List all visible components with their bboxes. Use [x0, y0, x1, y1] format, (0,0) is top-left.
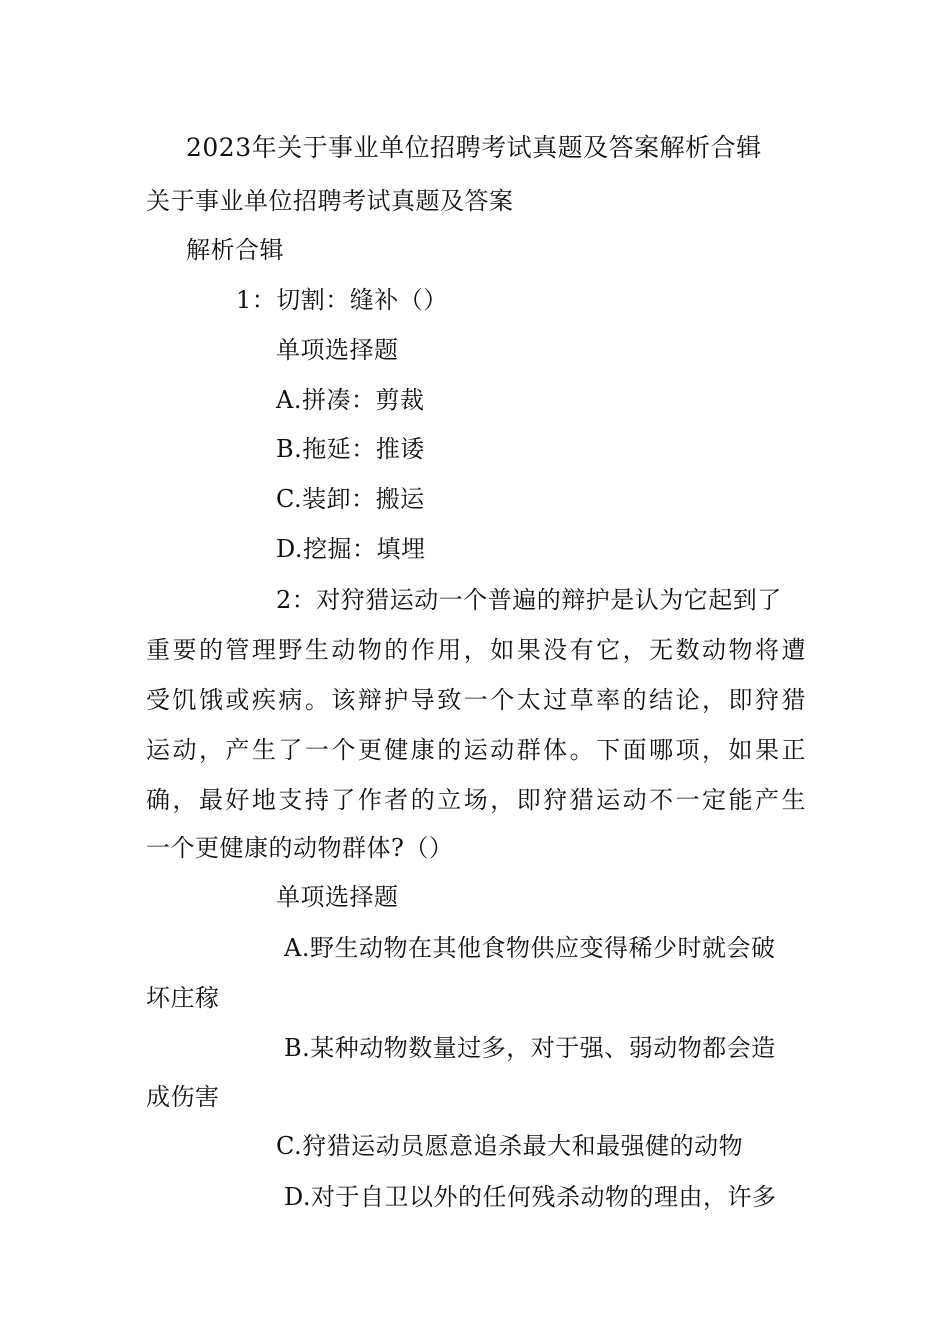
question-2-stem-line-4: 运动，产生了一个更健康的运动群体。下面哪项，如果正	[146, 736, 806, 764]
document-title: 2023年关于事业单位招聘考试真题及答案解析合辑	[186, 133, 762, 162]
question-2-stem-line-5: 确，最好地支持了作者的立场，即狩猎运动不一定能产生	[146, 786, 806, 814]
question-2-option-a-line-1: A.野生动物在其他食物供应变得稀少时就会破	[284, 934, 776, 962]
question-1-option-b: B.拖延：推诿	[276, 435, 425, 463]
question-1-type: 单项选择题	[276, 336, 399, 364]
question-2-option-c: C.狩猎运动员愿意追杀最大和最强健的动物	[276, 1132, 744, 1160]
question-2-stem-line-6: 一个更健康的动物群体?（）	[146, 834, 454, 862]
question-1-option-a: A.拼凑：剪裁	[276, 386, 425, 414]
question-1-stem: 1：切割：缝补（）	[236, 286, 448, 314]
subtitle-line-1: 关于事业单位招聘考试真题及答案	[146, 187, 514, 215]
question-1-option-c: C.装卸：搬运	[276, 485, 425, 513]
question-2-stem-line-1: 2：对狩猎运动一个普遍的辩护是认为它起到了	[276, 586, 782, 614]
question-2-stem-line-3: 受饥饿或疾病。该辩护导致一个太过草率的结论，即狩猎	[146, 686, 806, 714]
question-2-option-a-line-2: 坏庄稼	[146, 984, 220, 1012]
question-2-option-b-line-2: 成伤害	[146, 1083, 220, 1111]
question-2-option-b-line-1: B.某种动物数量过多，对于强、弱动物都会造	[284, 1034, 776, 1062]
question-2-type: 单项选择题	[276, 883, 399, 911]
subtitle-line-2: 解析合辑	[186, 236, 284, 264]
question-2-option-d-line-1: D.对于自卫以外的任何残杀动物的理由，许多	[284, 1183, 777, 1211]
question-1-option-d: D.挖掘：填埋	[276, 535, 426, 563]
question-2-stem-line-2: 重要的管理野生动物的作用，如果没有它，无数动物将遭	[146, 636, 806, 664]
